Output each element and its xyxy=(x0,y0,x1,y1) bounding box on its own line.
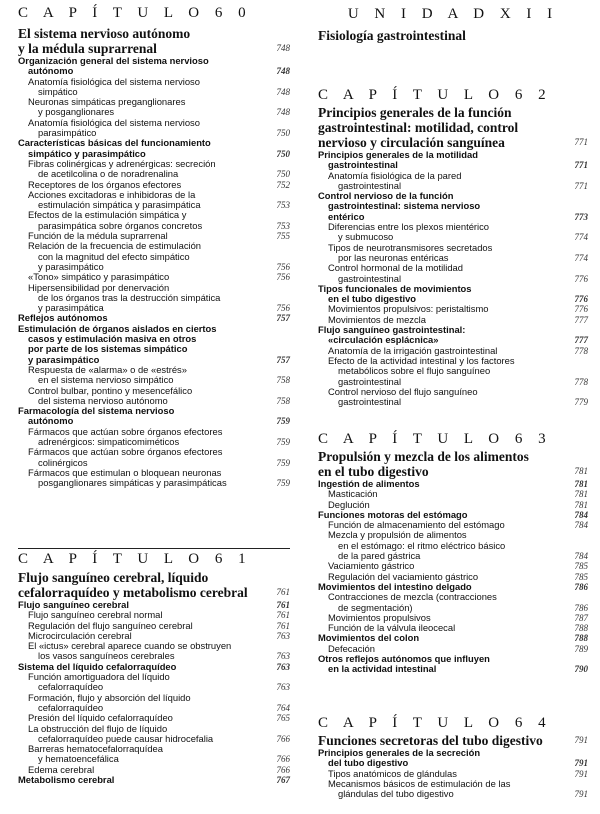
page-number: 778 xyxy=(574,345,588,356)
entry-text-line: Movimientos del colon xyxy=(318,632,420,644)
entry-text-line: Barreras hematocefalorraquídea xyxy=(28,743,163,755)
entry-text-line: cefalorraquídeo xyxy=(38,701,104,713)
entry-text-line: Principios generales de la secreción xyxy=(318,747,481,758)
entry-text-line: Flujo sanguíneo cerebral normal xyxy=(28,609,163,621)
entry-text-line: Funciones motoras del estómago xyxy=(318,508,468,520)
chapter-title xyxy=(318,449,588,479)
entry-text-line: estimulación simpática y parasimpática xyxy=(38,199,201,211)
title-text: y la médula suprarrenal xyxy=(18,41,157,56)
entry-text-line: cefalorraquídeo puede causar hidrocefalia xyxy=(38,732,214,744)
page-number: 791 xyxy=(574,735,588,745)
page-number: 774 xyxy=(574,252,588,263)
page-number: 748 xyxy=(276,43,290,53)
chapter-61 xyxy=(18,552,290,785)
page-number: 753 xyxy=(276,220,290,231)
toc-subentry xyxy=(18,641,290,662)
page-number: 785 xyxy=(574,561,588,572)
page-number: 789 xyxy=(574,643,588,654)
chapter-title xyxy=(18,26,290,56)
entry-text-line: Edema cerebral xyxy=(28,763,95,775)
entry-text-line: Flujo sanguíneo gastrointestinal: xyxy=(318,324,466,336)
toc-entries xyxy=(318,150,588,407)
entry-text-line: posganglionares simpáticas y parasimpáticas xyxy=(38,477,227,489)
entry-text-line: y posganglionares xyxy=(38,106,115,118)
page-number: 759 xyxy=(276,416,290,427)
toc-entries xyxy=(18,56,290,488)
page-number: 756 xyxy=(276,303,290,314)
entry-text-line: Ingestión de alimentos xyxy=(318,478,420,489)
entry-text-line: de los órganos tras la destrucción simpática xyxy=(38,291,221,303)
entry-text-line: Flujo sanguíneo cerebral xyxy=(18,599,129,610)
toc-entries xyxy=(318,748,588,799)
page-number: 773 xyxy=(574,211,588,222)
toc-subentry xyxy=(18,190,290,211)
entry-text-line: Movimientos de mezcla xyxy=(328,313,426,325)
entry-text-line: Control nervioso de la función xyxy=(318,190,454,202)
page-number: 761 xyxy=(276,610,290,621)
toc-section-entry xyxy=(318,284,588,305)
entry-text-line: Mezcla y propulsión de alimentos xyxy=(328,529,467,541)
chapter-title-line xyxy=(318,135,588,150)
toc-section-entry xyxy=(318,654,588,675)
toc-section-entry xyxy=(18,406,290,427)
entry-text-line: en el tubo digestivo xyxy=(328,293,417,305)
toc-subentry xyxy=(318,356,588,387)
page-number: 785 xyxy=(574,571,588,582)
chapter-60 xyxy=(18,6,290,488)
page-number: 791 xyxy=(574,758,588,769)
entry-text-line: Otros reflejos autónomos que influyen xyxy=(318,653,490,665)
toc-subentry xyxy=(18,427,290,448)
entry-text-line: metabólicos sobre el flujo sanguíneo xyxy=(338,365,491,377)
entry-text-line: Efectos de la estimulación simpática y xyxy=(28,209,187,221)
toc-subentry xyxy=(18,77,290,98)
entry-text-line: Regulación del vaciamiento gástrico xyxy=(328,570,479,582)
chapter-label: C A P Í T U L O 6 1 xyxy=(18,551,252,567)
chapter-label: C A P Í T U L O 6 2 xyxy=(318,87,552,103)
entry-text-line: por las neuronas entéricas xyxy=(338,251,449,263)
page-number: 748 xyxy=(276,107,290,118)
entry-text-line: Anatomía fisiológica de la pared xyxy=(328,169,462,181)
entry-text-line: de la pared gástrica xyxy=(338,550,421,562)
page-number: 781 xyxy=(574,479,588,489)
page-number: 776 xyxy=(574,294,588,305)
title-text: nervioso y circulación sanguínea xyxy=(318,135,505,150)
page-number: 784 xyxy=(574,520,588,531)
toc-subentry xyxy=(318,222,588,243)
chapter-title-line xyxy=(318,464,588,479)
toc-subentry xyxy=(18,159,290,180)
page-number: 748 xyxy=(276,86,290,97)
toc-section-entry xyxy=(18,324,290,365)
page-number: 763 xyxy=(276,682,290,693)
page-number: 750 xyxy=(276,148,290,159)
page-number: 752 xyxy=(276,179,290,190)
entry-text-line: gastrointestinal xyxy=(338,179,402,191)
entry-text-line: parasimpático xyxy=(38,127,97,139)
toc-subentry xyxy=(18,447,290,468)
entry-text-line: Anatomía fisiológica del sistema nervioso xyxy=(28,116,200,128)
page-number: 756 xyxy=(276,272,290,283)
page-number: 791 xyxy=(574,768,588,779)
entry-text-line: Acciones excitadoras e inhibidoras de la xyxy=(28,188,196,200)
entry-text-line: Función de la médula suprarrenal xyxy=(28,230,168,242)
toc-subentry xyxy=(18,97,290,118)
entry-text-line: Efecto de la actividad intestinal y los factores xyxy=(328,354,515,366)
entry-text-line: gastrointestinal xyxy=(338,272,402,284)
page-number: 763 xyxy=(276,630,290,641)
divider xyxy=(18,548,290,549)
page-number: 776 xyxy=(574,273,588,284)
page-number: 753 xyxy=(276,200,290,211)
entry-text-line: Control bulbar, pontino y mesencefálico xyxy=(28,384,193,396)
toc-section-entry xyxy=(318,748,588,769)
toc-subentry xyxy=(318,530,588,561)
chapter-title-line: Propulsión y mezcla de los alimentos xyxy=(318,449,529,464)
entry-text-line: Función amortiguadora del líquido xyxy=(28,671,170,683)
entry-text-line: autónomo xyxy=(28,65,74,77)
toc-section-entry xyxy=(18,775,290,785)
chapter-62 xyxy=(318,88,588,407)
toc-section-entry xyxy=(318,191,588,222)
entry-text-line: Farmacología del sistema nervioso xyxy=(18,405,175,417)
entry-text-line: del tubo digestivo xyxy=(328,757,409,769)
entry-text-line: por parte de los sistemas simpático xyxy=(28,343,188,355)
unit-title: Fisiología gastrointestinal xyxy=(318,28,466,43)
page-number: 781 xyxy=(574,466,588,476)
page-number: 776 xyxy=(574,304,588,315)
entry-text-line: Anatomía fisiológica del sistema nervioso xyxy=(28,75,200,87)
entry-text-line: parasimpática sobre órganos concretos xyxy=(38,219,203,231)
toc-subentry xyxy=(18,210,290,231)
entry-text-line: Tipos funcionales de movimientos xyxy=(318,282,472,294)
chapter-title-line: Flujo sanguíneo cerebral, líquido xyxy=(18,570,209,585)
toc-subentry xyxy=(18,672,290,693)
page-number: 784 xyxy=(574,551,588,562)
entry-text-line: Anatomía de la irrigación gastrointestinal xyxy=(328,344,498,356)
entry-text-line: Organización general del sistema nervioso xyxy=(18,55,209,66)
entry-text-line: Sistema del líquido cefalorraquídeo xyxy=(18,660,177,672)
page-number: 781 xyxy=(574,489,588,500)
page-number: 790 xyxy=(574,664,588,675)
toc-subentry xyxy=(18,283,290,314)
entry-text-line: Tipos de neurotransmisores secretados xyxy=(328,241,493,253)
entry-text-line: La obstrucción del flujo de líquido xyxy=(28,722,168,734)
page-number: 750 xyxy=(276,169,290,180)
entry-text-line: simpático xyxy=(38,85,78,97)
title-text: cefalorraquídeo y metabolismo cerebral xyxy=(18,585,248,600)
entry-text-line: Función de la válvula ileocecal xyxy=(328,622,456,634)
entry-text-line: Microcirculación cerebral xyxy=(28,629,132,641)
entry-text-line: «Tono» simpático y parasimpático xyxy=(28,271,170,283)
toc-section-entry xyxy=(318,150,588,171)
toc-subentry xyxy=(318,243,588,264)
page-number: 748 xyxy=(276,66,290,77)
page-number: 791 xyxy=(574,789,588,800)
unit-header xyxy=(318,6,588,43)
page-number: 763 xyxy=(276,661,290,672)
entry-text-line: y parasimpático xyxy=(28,353,100,365)
entry-text-line: Mecanismos básicos de estimulación de las xyxy=(328,777,511,789)
entry-text-line: Diferencias entre los plexos mientérico xyxy=(328,221,490,233)
page-number: 766 xyxy=(276,764,290,775)
toc-subentry xyxy=(18,468,290,489)
chapter-label: C A P Í T U L O 6 3 xyxy=(318,431,552,447)
page-number: 756 xyxy=(276,261,290,272)
entry-text-line: del sistema nervioso autónomo xyxy=(38,394,168,406)
entry-text-line: gastrointestinal xyxy=(338,375,402,387)
entry-text-line: los vasos sanguíneos cerebrales xyxy=(38,650,175,662)
entry-text-line: gastrointestinal: sistema nervioso xyxy=(328,200,481,212)
unit-label: U N I D A D X I I xyxy=(347,6,559,22)
page-number: 757 xyxy=(276,354,290,365)
entry-text-line: Presión del líquido cefalorraquídeo xyxy=(28,712,173,724)
entry-text-line: en la actividad intestinal xyxy=(328,663,437,675)
entry-text-line: glándulas del tubo digestivo xyxy=(338,788,454,800)
chapter-title-line: gastrointestinal: motilidad, control xyxy=(318,120,519,135)
entry-text-line: gastrointestinal xyxy=(328,159,398,171)
entry-text-line: Regulación del flujo sanguíneo cerebral xyxy=(28,619,193,631)
page-number: 750 xyxy=(276,128,290,139)
chapter-label: C A P Í T U L O 6 0 xyxy=(18,5,252,21)
entry-text-line: entérico xyxy=(328,210,365,222)
chapter-title xyxy=(318,105,588,150)
entry-text-line: de acetilcolina o de noradrenalina xyxy=(38,168,179,180)
page-number: 759 xyxy=(276,478,290,489)
chapter-title-line: El sistema nervioso autónomo xyxy=(18,26,191,41)
page-number: 781 xyxy=(574,499,588,510)
page-number: 777 xyxy=(574,314,588,325)
toc-entries xyxy=(318,479,588,675)
entry-text-line: autónomo xyxy=(28,415,74,427)
page-number: 759 xyxy=(276,436,290,447)
page-number: 758 xyxy=(276,395,290,406)
entry-text-line: Masticación xyxy=(328,488,378,500)
entry-text-line: y parasimpático xyxy=(38,260,104,272)
toc-subentry xyxy=(318,387,588,408)
entry-text-line: Relación de la frecuencia de estimulación xyxy=(28,240,202,252)
page-number: 758 xyxy=(276,375,290,386)
toc-section-entry xyxy=(18,138,290,159)
entry-text-line: Función de almacenamiento del estómago xyxy=(328,519,505,531)
entry-text-line: Metabolismo cerebral xyxy=(18,774,115,786)
entry-text-line: Neuronas simpáticas preganglionares xyxy=(28,96,186,108)
page-number: 784 xyxy=(574,509,588,520)
page-number: 763 xyxy=(276,651,290,662)
entry-text-line: Control nervioso del flujo sanguíneo xyxy=(328,385,478,397)
page-number: 788 xyxy=(574,623,588,634)
entry-text-line: El «ictus» cerebral aparece cuando se obstruyen xyxy=(28,640,232,652)
toc-subentry xyxy=(18,241,290,272)
page-number: 787 xyxy=(574,612,588,623)
page-number: 771 xyxy=(574,160,588,171)
entry-text-line: Fármacos que actúan sobre órganos efectores xyxy=(28,446,223,458)
entry-text-line: Formación, flujo y absorción del líquido xyxy=(28,691,191,703)
toc-entries xyxy=(18,600,290,785)
entry-text-line: Receptores de los órganos efectores xyxy=(28,178,182,190)
chapter-title-line xyxy=(18,585,290,600)
page-number: 778 xyxy=(574,376,588,387)
entry-text-line: casos y estimulación masiva en otros xyxy=(28,333,197,345)
entry-text-line: Tipos anatómicos de glándulas xyxy=(328,767,457,779)
page-number: 761 xyxy=(276,620,290,631)
entry-text-line: y parasimpática xyxy=(38,302,104,314)
entry-text-line: «circulación esplácnica» xyxy=(328,334,439,346)
page-number: 786 xyxy=(574,581,588,592)
entry-text-line: Movimientos propulsivos xyxy=(328,611,431,623)
entry-text-line: Fibras colinérgicas y adrenérgicas: secreción xyxy=(28,157,216,169)
entry-text-line: Vaciamiento gástrico xyxy=(328,560,415,572)
chapter-title xyxy=(18,570,290,600)
entry-text-line: colinérgicos xyxy=(38,456,88,468)
entry-text-line: Respuesta de «alarma» o de «estrés» xyxy=(28,363,187,375)
page-number: 757 xyxy=(276,313,290,324)
page-number: 774 xyxy=(574,232,588,243)
toc-subentry xyxy=(318,592,588,613)
toc-section-entry xyxy=(318,325,588,346)
entry-text-line: Movimientos del intestino delgado xyxy=(318,580,472,592)
toc-subentry xyxy=(18,744,290,765)
toc-subentry xyxy=(318,779,588,800)
entry-text-line: en el estómago: el ritmo eléctrico básico xyxy=(338,539,506,551)
page-number: 766 xyxy=(276,754,290,765)
page-number: 767 xyxy=(276,775,290,786)
toc-section-entry xyxy=(18,56,290,77)
toc-subentry xyxy=(318,263,588,284)
entry-text-line: Características básicas del funcionamiento xyxy=(18,137,211,149)
page-number: 788 xyxy=(574,633,588,644)
page-number: 771 xyxy=(574,137,588,147)
entry-text-line: de segmentación) xyxy=(338,601,413,613)
chapter-64 xyxy=(318,716,588,799)
page-number: 765 xyxy=(276,713,290,724)
entry-text-line: Estimulación de órganos aislados en ciertos xyxy=(18,322,217,334)
entry-text-line: gastrointestinal xyxy=(338,396,402,408)
page-number: 771 xyxy=(574,180,588,191)
chapter-title-line xyxy=(18,41,290,56)
page-number: 766 xyxy=(276,733,290,744)
page-number: 777 xyxy=(574,335,588,346)
entry-text-line: cefalorraquídeo xyxy=(38,681,104,693)
entry-text-line: Fármacos que actúan sobre órganos efectores xyxy=(28,425,223,437)
entry-text-line: adrenérgicos: simpaticomiméticos xyxy=(38,435,180,447)
toc-subentry xyxy=(18,724,290,745)
chapter-label: C A P Í T U L O 6 4 xyxy=(318,715,552,731)
toc-subentry xyxy=(18,365,290,386)
page-number: 764 xyxy=(276,702,290,713)
page-number: 755 xyxy=(276,231,290,242)
entry-text-line: Movimientos propulsivos: peristaltismo xyxy=(328,303,489,315)
toc-subentry xyxy=(18,693,290,714)
entry-text-line: Principios generales de la motilidad xyxy=(318,149,478,160)
entry-text-line: Defecación xyxy=(328,642,375,654)
entry-text-line: con la magnitud del efecto simpático xyxy=(38,250,190,262)
chapter-title-line xyxy=(318,733,588,748)
entry-text-line: Deglución xyxy=(328,498,370,510)
entry-text-line: Control hormonal de la motilidad xyxy=(328,262,463,274)
title-text: en el tubo digestivo xyxy=(318,464,429,479)
toc-subentry xyxy=(18,386,290,407)
entry-text-line: y submucoso xyxy=(338,231,394,243)
page-number: 761 xyxy=(276,587,290,597)
entry-text-line: Reflejos autónomos xyxy=(18,312,108,324)
entry-text-line: y hematoencefálica xyxy=(38,753,119,765)
chapter-63 xyxy=(318,432,588,675)
page-number: 759 xyxy=(276,457,290,468)
entry-text-line: simpático y parasimpático xyxy=(28,147,146,159)
toc-subentry xyxy=(18,272,290,282)
title-text: Funciones secretoras del tubo digestivo xyxy=(318,733,543,748)
entry-text-line: Fármacos que estimulan o bloquean neuronas xyxy=(28,466,222,478)
entry-text-line: en el sistema nervioso simpático xyxy=(38,374,174,386)
page-number: 786 xyxy=(574,602,588,613)
toc-subentry xyxy=(318,171,588,192)
page-number: 761 xyxy=(276,600,290,610)
chapter-title xyxy=(318,733,588,748)
entry-text-line: Hipersensibilidad por denervación xyxy=(28,281,170,293)
chapter-title-line: Principios generales de la función xyxy=(318,105,512,120)
toc-subentry xyxy=(18,118,290,139)
entry-text-line: Contracciones de mezcla (contracciones xyxy=(328,591,497,603)
page-number: 779 xyxy=(574,397,588,408)
